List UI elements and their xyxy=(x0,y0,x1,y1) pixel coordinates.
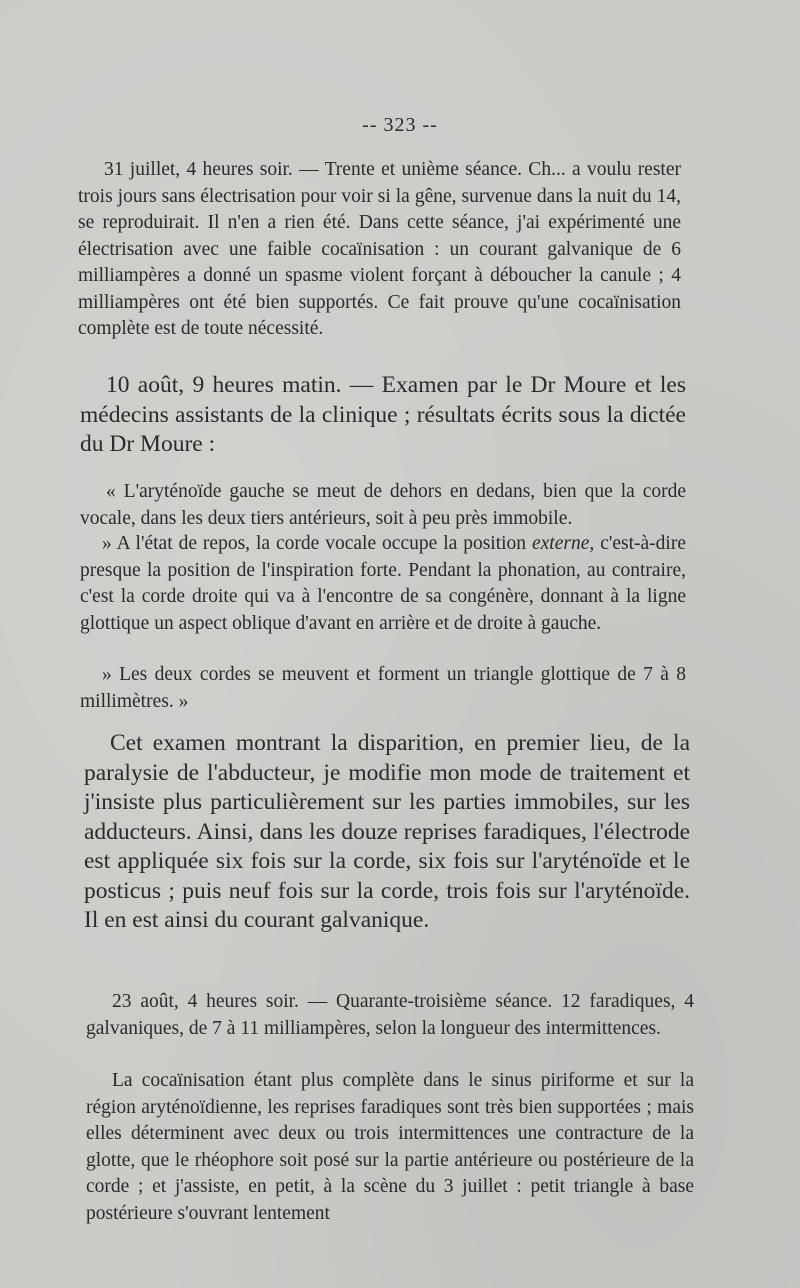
paragraph-23-aout: 23 août, 4 heures soir. — Quarante-troisième séance. 12 faradiques, 4 galvaniques, de 7 à 11 milliampères, selon la longueur des intermittences. xyxy=(86,991,694,1039)
quote-etat-de-repos-start: » A l'état de repos, la corde vocale occupe la position xyxy=(102,533,532,554)
quote-aryt-gauche: « L'aryténoïde gauche se meut de dehors en dedans, bien que la corde vocale, dans les deux tiers antérieurs, soit à peu près immobile. xyxy=(80,481,686,529)
paragraph-31-juillet: 31 juillet, 4 heures soir. — Trente et unième séance. Ch... a voulu rester trois jours sans électrisation pour voir si la gêne, survenue dans la nuit du 14, se reproduirait. Il n'en a rien été. Dans cette séance, j'ai expérimenté une électrisation avec une faible cocaïnisation : un courant galvanique de 6 milliampères a donné un spasme violent forçant à déboucher la canule ; 4 milliampères ont été bien supportés. Ce fait prouve qu'une cocaïnisation complète est de toute nécessité. xyxy=(78,159,681,339)
paragraph-cet-examen: Cet examen montrant la disparition, en premier lieu, de la paralysie de l'abducteur, je modifie mon mode de traitement et j'insiste plus particulièrement sur les parties immobiles, sur les adducteurs. Ainsi, dans les douze reprises faradiques, l'électrode est appliquée six fois sur la corde, six fois sur l'aryténoïde et le posticus ; puis neuf fois sur la corde, trois fois sur l'aryténoïde. Il en est ainsi du courant galvanique. xyxy=(84,730,690,933)
paragraph-10-aout: 10 août, 9 heures matin. — Examen par le Dr Moure et les médecins assistants de la clinique ; résultats écrits sous la dictée du Dr Moure : xyxy=(80,372,686,457)
paragraph-cocainisation: La cocaïnisation étant plus complète dans le sinus piriforme et sur la région aryténoïdienne, les reprises faradiques sont très bien supportées ; mais elles déterminent avec deux ou trois intermittences une contracture de la glotte, que le rhéophore soit posé sur la partie antérieure ou postérieure de la corde ; et j'assiste, en petit, à la scène du 3 juillet : petit triangle à base postérieure s'ouvrant lentement xyxy=(86,1070,694,1224)
quote-etat-de-repos-emphasis: externe xyxy=(532,533,590,554)
quote-deux-cordes: » Les deux cordes se meuvent et forment un triangle glottique de 7 à 8 millimètres. » xyxy=(80,664,686,712)
quote-etat-de-repos-end: , c'est-à-dire presque la position de l'inspiration forte. Pendant la phonation, au contraire, c'est la corde droite qui va à l'encontre de sa congénère, donnant à la ligne glottique un aspect oblique d'avant en arrière et de droite à gauche. xyxy=(80,533,686,634)
page-number: -- 323 -- xyxy=(362,114,438,136)
quote-etat-de-repos xyxy=(80,531,686,637)
